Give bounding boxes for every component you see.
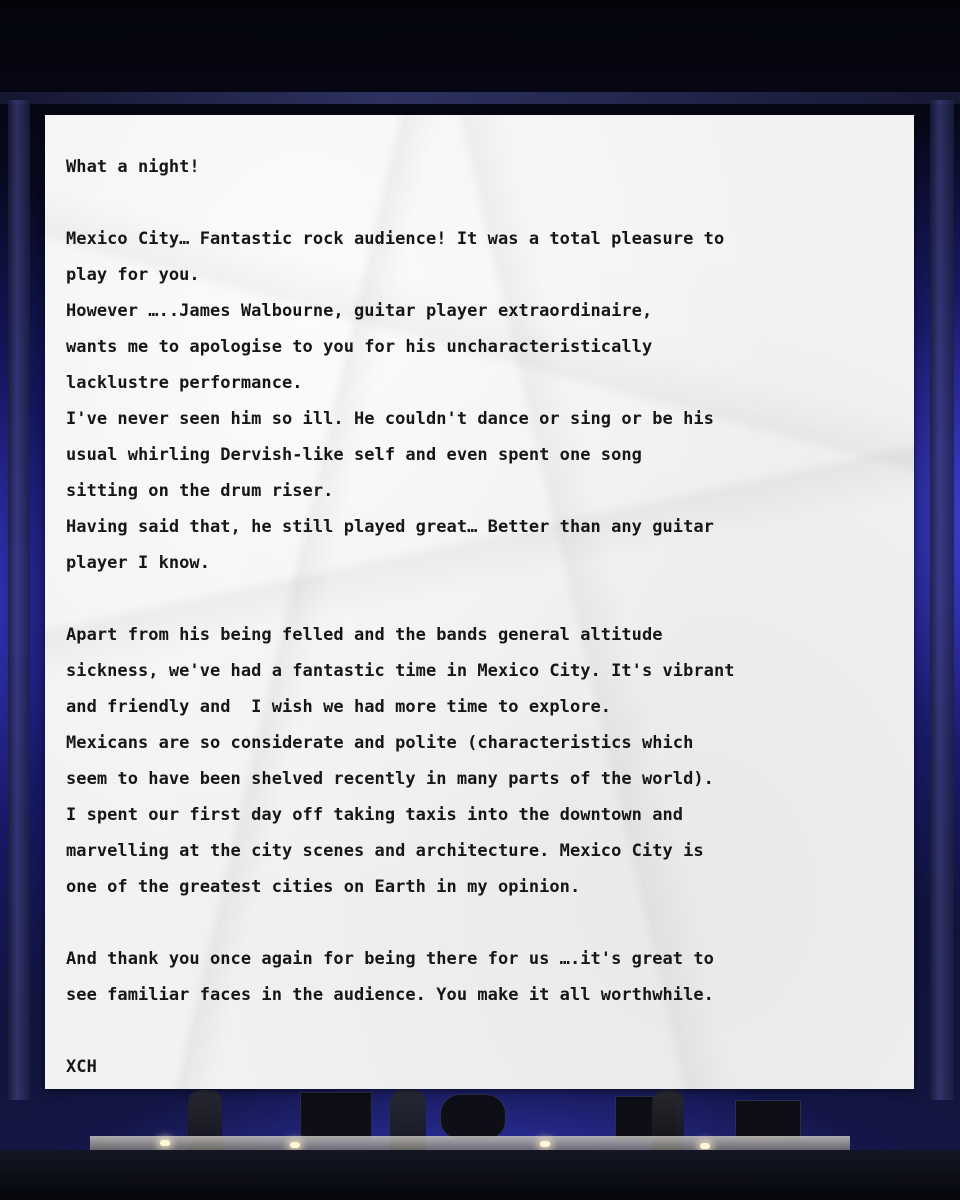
stage-light <box>160 1140 170 1146</box>
drum-kit <box>440 1094 506 1140</box>
letter-line: see familiar faces in the audience. You make it all worthwhile. <box>66 985 714 1005</box>
letter-signature: XCH <box>66 1057 97 1077</box>
letter-line: marvelling at the city scenes and architecture. Mexico City is <box>66 841 704 861</box>
letter-line: usual whirling Dervish-like self and even spent one song <box>66 445 642 465</box>
letter-line: sickness, we've had a fantastic time in Mexico City. It's vibrant <box>66 661 735 681</box>
typewritten-letter <box>45 115 914 1089</box>
letter-line: player I know. <box>66 553 210 573</box>
paragraph-gap <box>66 185 896 221</box>
lighting-truss-top <box>0 92 960 104</box>
letter-line: Mexico City… Fantastic rock audience! It was a total pleasure to <box>66 229 725 249</box>
letter-line: Having said that, he still played great… Better than any guitar <box>66 517 714 537</box>
letter-line: Apart from his being felled and the bands general altitude <box>66 625 663 645</box>
stage-amplifier <box>300 1092 372 1140</box>
stage-amplifier <box>735 1100 801 1140</box>
paragraph-gap <box>66 905 896 941</box>
letter-line: play for you. <box>66 265 200 285</box>
letter-line: lacklustre performance. <box>66 373 303 393</box>
letter-line: wants me to apologise to you for his uncharacteristically <box>66 337 653 357</box>
letter-line: and friendly and I wish we had more time to explore. <box>66 697 612 717</box>
lighting-truss-right <box>930 100 954 1100</box>
stage-light <box>700 1143 710 1149</box>
lighting-truss-left <box>8 100 30 1100</box>
letter-line: And thank you once again for being there for us ….it's great to <box>66 949 714 969</box>
stage-front <box>0 1150 960 1200</box>
letter-line: I've never seen him so ill. He couldn't dance or sing or be his <box>66 409 714 429</box>
letter-line: one of the greatest cities on Earth in my opinion. <box>66 877 581 897</box>
paragraph-gap <box>66 1013 896 1049</box>
stage-light <box>290 1142 300 1148</box>
letter-line: I spent our first day off taking taxis into the downtown and <box>66 805 684 825</box>
stage-light <box>540 1141 550 1147</box>
letter-line: sitting on the drum riser. <box>66 481 334 501</box>
letter-greeting: What a night! <box>66 157 200 177</box>
letter-line: However …..James Walbourne, guitar player extraordinaire, <box>66 301 653 321</box>
paragraph-gap <box>66 581 896 617</box>
letter-line: seem to have been shelved recently in many parts of the world). <box>66 769 714 789</box>
letter-line: Mexicans are so considerate and polite (characteristics which <box>66 733 694 753</box>
